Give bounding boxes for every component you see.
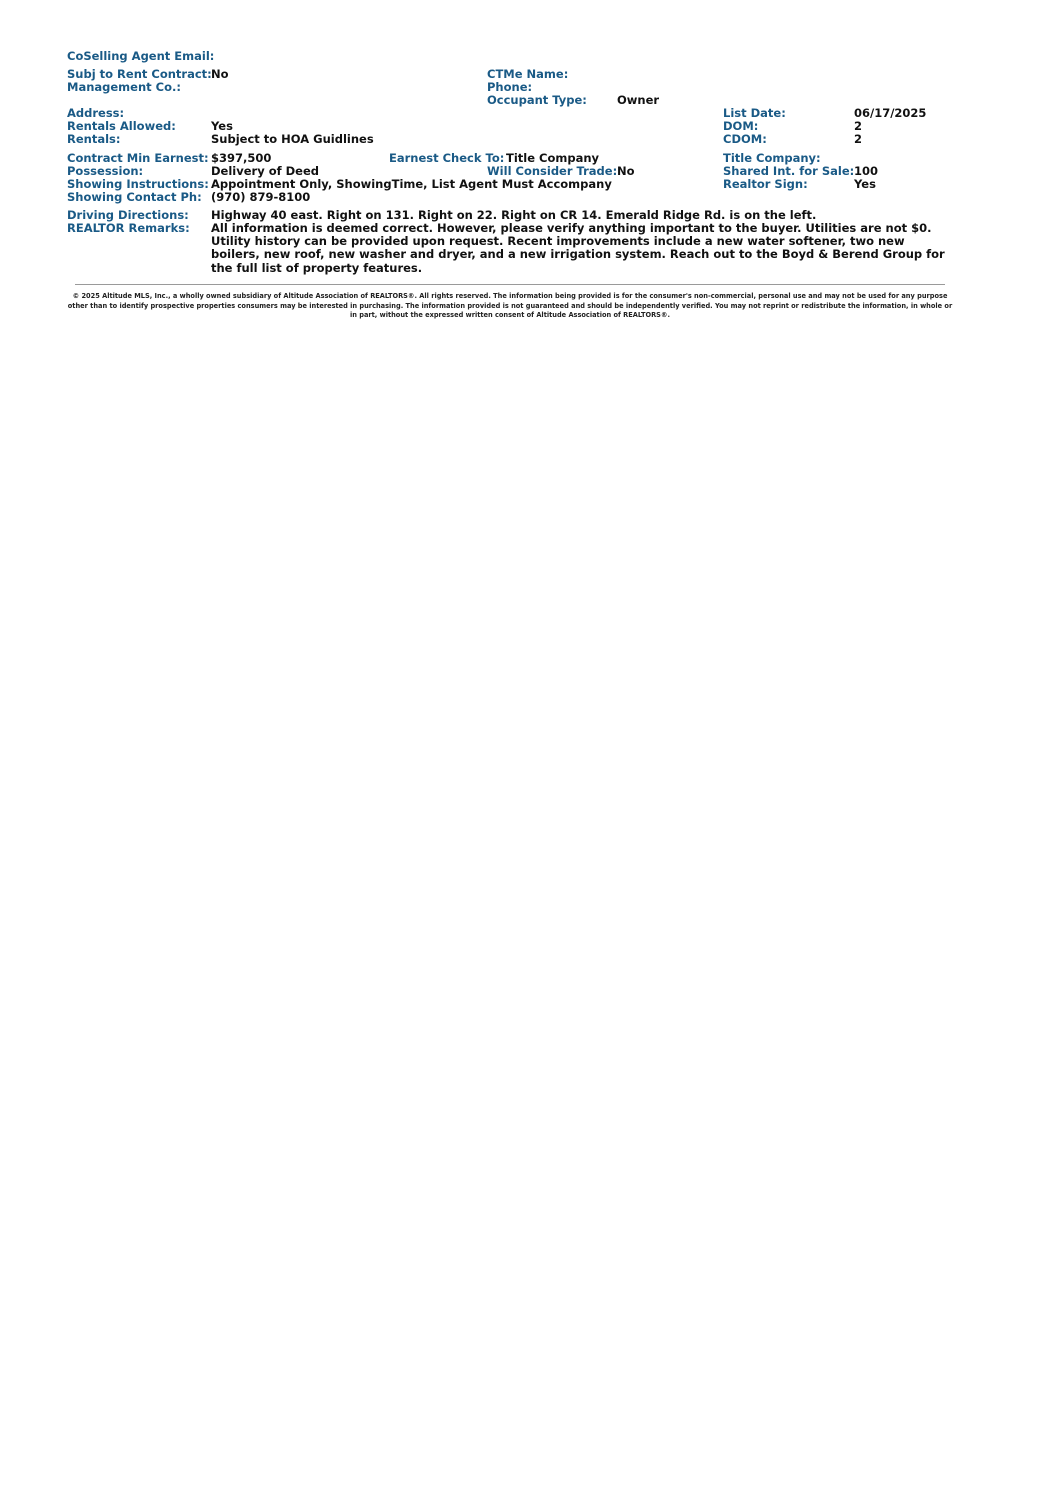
ctme-name-label: CTMe Name:: [487, 67, 569, 81]
rentals-allowed-label: Rentals Allowed:: [67, 119, 176, 133]
rentals-allowed-value: Yes: [211, 119, 233, 133]
will-consider-trade-label: Will Consider Trade:: [487, 164, 618, 178]
shared-int-value: 100: [854, 164, 879, 178]
cdom-label: CDOM:: [723, 132, 767, 146]
management-co-label: Management Co.:: [67, 80, 181, 94]
will-consider-trade-value: No: [617, 164, 635, 178]
earnest-check-label: Earnest Check To:: [389, 151, 505, 165]
driving-directions-value: Highway 40 east. Right on 131. Right on 22. Right on CR 14. Emerald Ridge Rd. is on the left.: [211, 208, 817, 222]
subj-rent-value: No: [211, 67, 229, 81]
possession-label: Possession:: [67, 164, 144, 178]
realtor-sign-label: Realtor Sign:: [723, 177, 808, 191]
cdom-value: 2: [854, 132, 863, 146]
contract-min-earnest-label: Contract Min Earnest:: [67, 151, 209, 165]
footer-divider: [75, 284, 945, 285]
address-label: Address:: [67, 106, 125, 120]
shared-int-label: Shared Int. for Sale:: [723, 164, 855, 178]
occupant-type-value: Owner: [617, 93, 660, 107]
coselling-agent-email-label: CoSelling Agent Email:: [67, 49, 215, 63]
list-date-value: 06/17/2025: [854, 106, 927, 120]
rentals-value: Subject to HOA Guidlines: [211, 132, 374, 146]
showing-instructions-value: Appointment Only, ShowingTime, List Agent Must Accompany: [211, 177, 612, 191]
realtor-remarks-value: All information is deemed correct. However, please verify anything important to the buyer. Utilities are not $0. Utility history can be provided upon request. Recent improvements include a new water softener, two new boilers, new roof, new washer and dryer, and a new irrigation system. Reach out to the Boyd & Berend Group for the full list of property features.: [211, 221, 945, 275]
subj-rent-label: Subj to Rent Contract:: [67, 67, 212, 81]
copyright-footer: © 2025 Altitude MLS, Inc., a wholly owned subsidiary of Altitude Association of REALTORS®. All rights reserved. The information being provided is for the consumer's non-commercial, personal use and may not be used for any purpose other than to identify prospective properties consumers may be interested in purchasing. The information provided is not guaranteed and should be independently verified. You may not reprint or redistribute the information, in whole or in part, without the expressed written consent of Altitude Association of REALTORS®.: [67, 292, 953, 320]
list-date-label: List Date:: [723, 106, 786, 120]
showing-contact-value: (970) 879-8100: [211, 190, 311, 204]
dom-label: DOM:: [723, 119, 759, 133]
realtor-remarks-label: REALTOR Remarks:: [67, 221, 190, 235]
title-company-label: Title Company:: [723, 151, 821, 165]
phone-label: Phone:: [487, 80, 533, 94]
showing-instructions-label: Showing Instructions:: [67, 177, 209, 191]
possession-value: Delivery of Deed: [211, 164, 319, 178]
realtor-sign-value: Yes: [854, 177, 876, 191]
occupant-type-label: Occupant Type:: [487, 93, 587, 107]
earnest-check-value: Title Company: [506, 151, 600, 165]
showing-contact-label: Showing Contact Ph:: [67, 190, 202, 204]
dom-value: 2: [854, 119, 863, 133]
driving-directions-label: Driving Directions:: [67, 208, 189, 222]
contract-min-earnest-value: $397,500: [211, 151, 272, 165]
rentals-label: Rentals:: [67, 132, 121, 146]
